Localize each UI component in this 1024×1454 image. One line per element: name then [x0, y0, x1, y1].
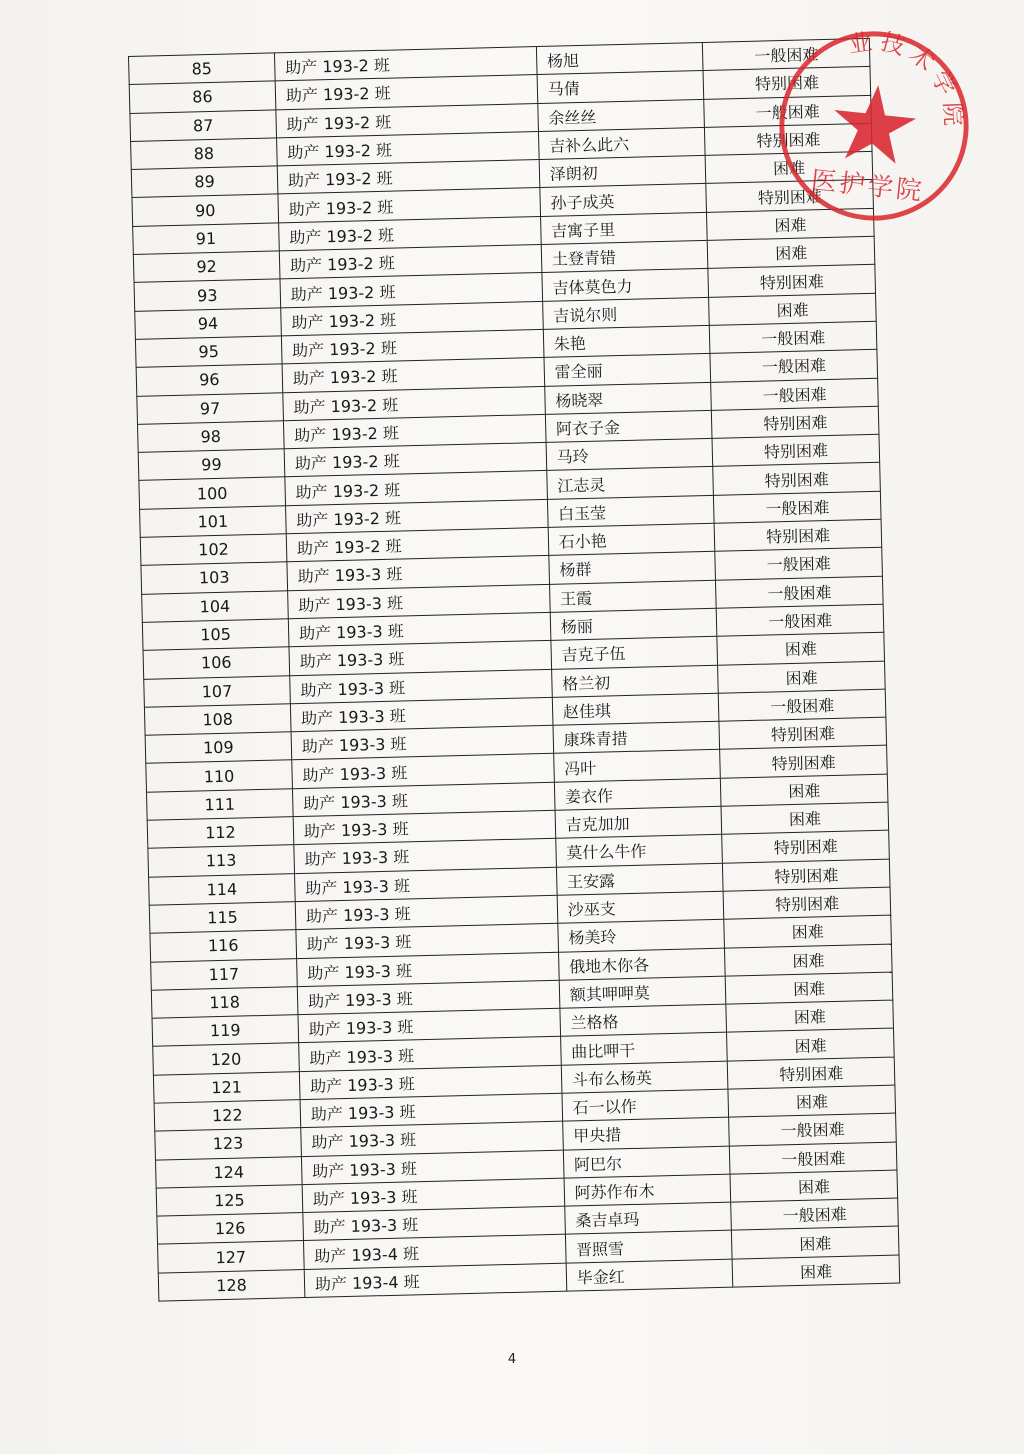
class-cell: 助产 193-3 班 — [293, 810, 555, 845]
difficulty-level-cell: 一般困难 — [715, 548, 882, 580]
row-number-cell: 115 — [149, 902, 296, 934]
difficulty-level-cell: 困难 — [727, 1028, 894, 1060]
student-name-cell: 余丝丝 — [538, 99, 705, 131]
class-cell: 助产 193-3 班 — [303, 1206, 565, 1241]
class-cell: 助产 193-2 班 — [283, 386, 545, 421]
difficulty-level-cell: 困难 — [717, 632, 884, 664]
class-cell: 助产 193-2 班 — [283, 414, 545, 449]
student-name-cell: 阿苏作布木 — [564, 1174, 731, 1206]
student-table — [128, 38, 900, 1302]
row-number-cell: 125 — [156, 1184, 303, 1216]
student-name-cell: 马倩 — [537, 71, 704, 103]
difficulty-level-cell: 特别困难 — [712, 406, 879, 438]
class-cell: 助产 193-2 班 — [285, 499, 547, 534]
class-cell: 助产 193-2 班 — [281, 329, 543, 364]
class-cell: 助产 193-3 班 — [294, 839, 556, 874]
student-name-cell: 雷全丽 — [544, 354, 711, 386]
class-cell: 助产 193-2 班 — [277, 160, 539, 195]
class-cell: 助产 193-2 班 — [278, 188, 540, 223]
student-name-cell: 石一以作 — [562, 1089, 729, 1121]
difficulty-level-cell: 特别困难 — [706, 180, 873, 212]
student-table-body — [129, 38, 900, 1301]
class-cell: 助产 193-2 班 — [286, 527, 548, 562]
student-name-cell: 王安露 — [556, 863, 723, 895]
student-name-cell: 康珠青措 — [553, 721, 720, 753]
row-number-cell: 91 — [133, 223, 280, 255]
student-name-cell: 斗布么杨英 — [561, 1061, 728, 1093]
difficulty-level-cell: 一般困难 — [710, 350, 877, 382]
difficulty-level-cell: 特别困难 — [723, 887, 890, 919]
student-name-cell: 土登青错 — [541, 240, 708, 272]
class-cell: 助产 193-3 班 — [300, 1093, 562, 1128]
student-name-cell: 杨丽 — [550, 608, 717, 640]
class-cell: 助产 193-2 班 — [280, 273, 542, 308]
student-name-cell: 马玲 — [546, 438, 713, 470]
student-name-cell: 吉寓子里 — [540, 212, 707, 244]
class-cell: 助产 193-3 班 — [290, 697, 552, 732]
difficulty-level-cell: 一般困难 — [704, 95, 871, 127]
row-number-cell: 120 — [153, 1043, 300, 1075]
student-name-cell: 吉克子伍 — [551, 637, 718, 669]
row-number-cell: 100 — [139, 477, 286, 509]
class-cell: 助产 193-3 班 — [302, 1178, 564, 1213]
class-cell: 助产 193-3 班 — [289, 641, 551, 676]
student-name-cell: 阿衣子金 — [545, 410, 712, 442]
student-name-cell: 杨群 — [549, 552, 716, 584]
difficulty-level-cell: 特别困难 — [719, 717, 886, 749]
row-number-cell: 98 — [137, 421, 284, 453]
class-cell: 助产 193-3 班 — [301, 1121, 563, 1156]
class-cell: 助产 193-2 班 — [282, 358, 544, 393]
difficulty-level-cell: 一般困难 — [719, 689, 886, 721]
student-name-cell: 毕金红 — [566, 1259, 733, 1291]
row-number-cell: 102 — [140, 534, 287, 566]
difficulty-level-cell: 特别困难 — [728, 1057, 895, 1089]
student-name-cell: 吉克加加 — [555, 806, 722, 838]
class-cell: 助产 193-3 班 — [296, 923, 558, 958]
student-name-cell: 桑吉卓玛 — [564, 1202, 731, 1234]
class-cell: 助产 193-3 班 — [295, 895, 557, 930]
difficulty-level-cell: 困难 — [728, 1085, 895, 1117]
row-number-cell: 116 — [150, 930, 297, 962]
class-cell: 助产 193-3 班 — [288, 584, 550, 619]
row-number-cell: 92 — [133, 251, 280, 283]
row-number-cell: 88 — [131, 138, 278, 170]
difficulty-level-cell: 困难 — [732, 1255, 899, 1287]
class-cell: 助产 193-3 班 — [294, 867, 556, 902]
row-number-cell: 118 — [151, 986, 298, 1018]
class-cell: 助产 193-3 班 — [299, 1037, 561, 1072]
row-number-cell: 122 — [154, 1100, 301, 1132]
class-cell: 助产 193-2 班 — [279, 216, 541, 251]
class-cell: 助产 193-3 班 — [290, 669, 552, 704]
student-name-cell: 王霞 — [549, 580, 716, 612]
student-name-cell: 莫什么牛作 — [555, 835, 722, 867]
row-number-cell: 128 — [158, 1269, 305, 1301]
difficulty-level-cell: 困难 — [707, 208, 874, 240]
row-number-cell: 119 — [152, 1015, 299, 1047]
difficulty-level-cell: 困难 — [732, 1226, 899, 1258]
row-number-cell: 97 — [137, 392, 284, 424]
row-number-cell: 90 — [132, 194, 279, 226]
difficulty-level-cell: 特别困难 — [708, 265, 875, 297]
row-number-cell: 89 — [131, 166, 278, 198]
difficulty-level-cell: 特别困难 — [714, 519, 881, 551]
difficulty-level-cell: 困难 — [709, 293, 876, 325]
row-number-cell: 105 — [142, 619, 289, 651]
row-number-cell: 121 — [153, 1071, 300, 1103]
difficulty-level-cell: 一般困难 — [731, 1198, 898, 1230]
row-number-cell: 113 — [148, 845, 295, 877]
row-number-cell: 85 — [129, 53, 276, 85]
row-number-cell: 108 — [144, 704, 291, 736]
row-number-cell: 109 — [145, 732, 292, 764]
class-cell: 助产 193-3 班 — [297, 952, 559, 987]
seal-arc-text: 业技术学院 — [846, 26, 968, 133]
difficulty-level-cell: 困难 — [725, 944, 892, 976]
student-name-cell: 江志灵 — [547, 467, 714, 499]
student-name-cell: 俄地木你各 — [558, 948, 725, 980]
difficulty-level-cell: 困难 — [718, 661, 885, 693]
class-cell: 助产 193-3 班 — [291, 725, 553, 760]
row-number-cell: 117 — [151, 958, 298, 990]
row-number-cell: 107 — [144, 675, 291, 707]
row-number-cell: 111 — [146, 788, 293, 820]
class-cell: 助产 193-3 班 — [299, 1065, 561, 1100]
difficulty-level-cell: 一般困难 — [703, 38, 870, 70]
page-number: 4 — [507, 1352, 517, 1367]
class-cell: 助产 193-3 班 — [287, 556, 549, 591]
class-cell: 助产 193-4 班 — [303, 1235, 565, 1270]
seal-star-icon — [829, 81, 919, 166]
difficulty-level-cell: 特别困难 — [712, 434, 879, 466]
difficulty-level-cell: 困难 — [705, 152, 872, 184]
official-seal-stamp — [766, 18, 981, 233]
student-name-cell: 赵佳琪 — [552, 693, 719, 725]
class-cell: 助产 193-2 班 — [279, 245, 541, 280]
student-table-container — [128, 37, 928, 1302]
difficulty-level-cell: 一般困难 — [716, 576, 883, 608]
student-name-cell: 白玉莹 — [547, 495, 714, 527]
difficulty-level-cell: 一般困难 — [714, 491, 881, 523]
row-number-cell: 93 — [134, 279, 281, 311]
difficulty-level-cell: 特别困难 — [723, 859, 890, 891]
row-number-cell: 99 — [138, 449, 285, 481]
class-cell: 助产 193-3 班 — [292, 782, 554, 817]
class-cell: 助产 193-3 班 — [301, 1150, 563, 1185]
class-cell: 助产 193-3 班 — [292, 754, 554, 789]
difficulty-level-cell: 一般困难 — [711, 378, 878, 410]
row-number-cell: 86 — [129, 81, 276, 113]
student-name-cell: 杨美玲 — [558, 919, 725, 951]
student-name-cell: 杨旭 — [536, 42, 703, 74]
difficulty-level-cell: 困难 — [726, 972, 893, 1004]
student-name-cell: 孙子成英 — [540, 184, 707, 216]
class-cell: 助产 193-2 班 — [284, 443, 546, 478]
difficulty-level-cell: 一般困难 — [717, 604, 884, 636]
difficulty-level-cell: 特别困难 — [722, 830, 889, 862]
row-number-cell: 104 — [142, 590, 289, 622]
difficulty-level-cell: 一般困难 — [730, 1142, 897, 1174]
row-number-cell: 103 — [141, 562, 288, 594]
student-name-cell: 吉补么此六 — [538, 127, 705, 159]
row-number-cell: 96 — [136, 364, 283, 396]
class-cell: 助产 193-3 班 — [298, 1008, 560, 1043]
row-number-cell: 126 — [157, 1213, 304, 1245]
class-cell: 助产 193-4 班 — [304, 1263, 566, 1298]
class-cell: 助产 193-2 班 — [276, 103, 538, 138]
row-number-cell: 95 — [135, 336, 282, 368]
row-number-cell: 114 — [149, 873, 296, 905]
student-name-cell: 格兰初 — [551, 665, 718, 697]
student-name-cell: 甲央措 — [562, 1117, 729, 1149]
student-name-cell: 石小艳 — [548, 523, 715, 555]
student-name-cell: 兰格格 — [560, 1004, 727, 1036]
student-name-cell: 曲比呷干 — [560, 1033, 727, 1065]
class-cell: 助产 193-3 班 — [288, 612, 550, 647]
class-cell: 助产 193-3 班 — [297, 980, 559, 1015]
student-name-cell: 姜衣作 — [554, 778, 721, 810]
difficulty-level-cell: 困难 — [721, 802, 888, 834]
difficulty-level-cell: 困难 — [730, 1170, 897, 1202]
difficulty-level-cell: 一般困难 — [729, 1113, 896, 1145]
difficulty-level-cell: 一般困难 — [710, 321, 877, 353]
class-cell: 助产 193-2 班 — [275, 75, 537, 110]
student-name-cell: 沙巫支 — [557, 891, 724, 923]
student-name-cell: 杨晓翠 — [544, 382, 711, 414]
difficulty-level-cell: 特别困难 — [720, 746, 887, 778]
seal-bottom-text: 医护学院 — [809, 165, 926, 208]
row-number-cell: 106 — [143, 647, 290, 679]
class-cell: 助产 193-2 班 — [276, 131, 538, 166]
class-cell: 助产 193-2 班 — [281, 301, 543, 336]
difficulty-level-cell: 特别困难 — [703, 67, 870, 99]
row-number-cell: 123 — [155, 1128, 302, 1160]
student-name-cell: 额其呷呷莫 — [559, 976, 726, 1008]
class-cell: 助产 193-2 班 — [285, 471, 547, 506]
difficulty-level-cell: 困难 — [726, 1000, 893, 1032]
student-name-cell: 冯叶 — [553, 750, 720, 782]
student-name-cell: 吉体莫色力 — [542, 269, 709, 301]
row-number-cell: 87 — [130, 109, 277, 141]
difficulty-level-cell: 特别困难 — [713, 463, 880, 495]
row-number-cell: 124 — [155, 1156, 302, 1188]
difficulty-level-cell: 困难 — [708, 236, 875, 268]
student-name-cell: 吉说尔则 — [542, 297, 709, 329]
student-name-cell: 朱艳 — [543, 325, 710, 357]
class-cell: 助产 193-2 班 — [274, 47, 536, 82]
row-number-cell: 101 — [140, 506, 287, 538]
row-number-cell: 94 — [135, 308, 282, 340]
student-name-cell: 泽朗初 — [539, 156, 706, 188]
row-number-cell: 112 — [147, 817, 294, 849]
row-number-cell: 127 — [158, 1241, 305, 1273]
difficulty-level-cell: 困难 — [721, 774, 888, 806]
student-name-cell: 晋照雪 — [565, 1231, 732, 1263]
student-name-cell: 阿巴尔 — [563, 1146, 730, 1178]
difficulty-level-cell: 困难 — [724, 915, 891, 947]
difficulty-level-cell: 特别困难 — [705, 123, 872, 155]
row-number-cell: 110 — [146, 760, 293, 792]
